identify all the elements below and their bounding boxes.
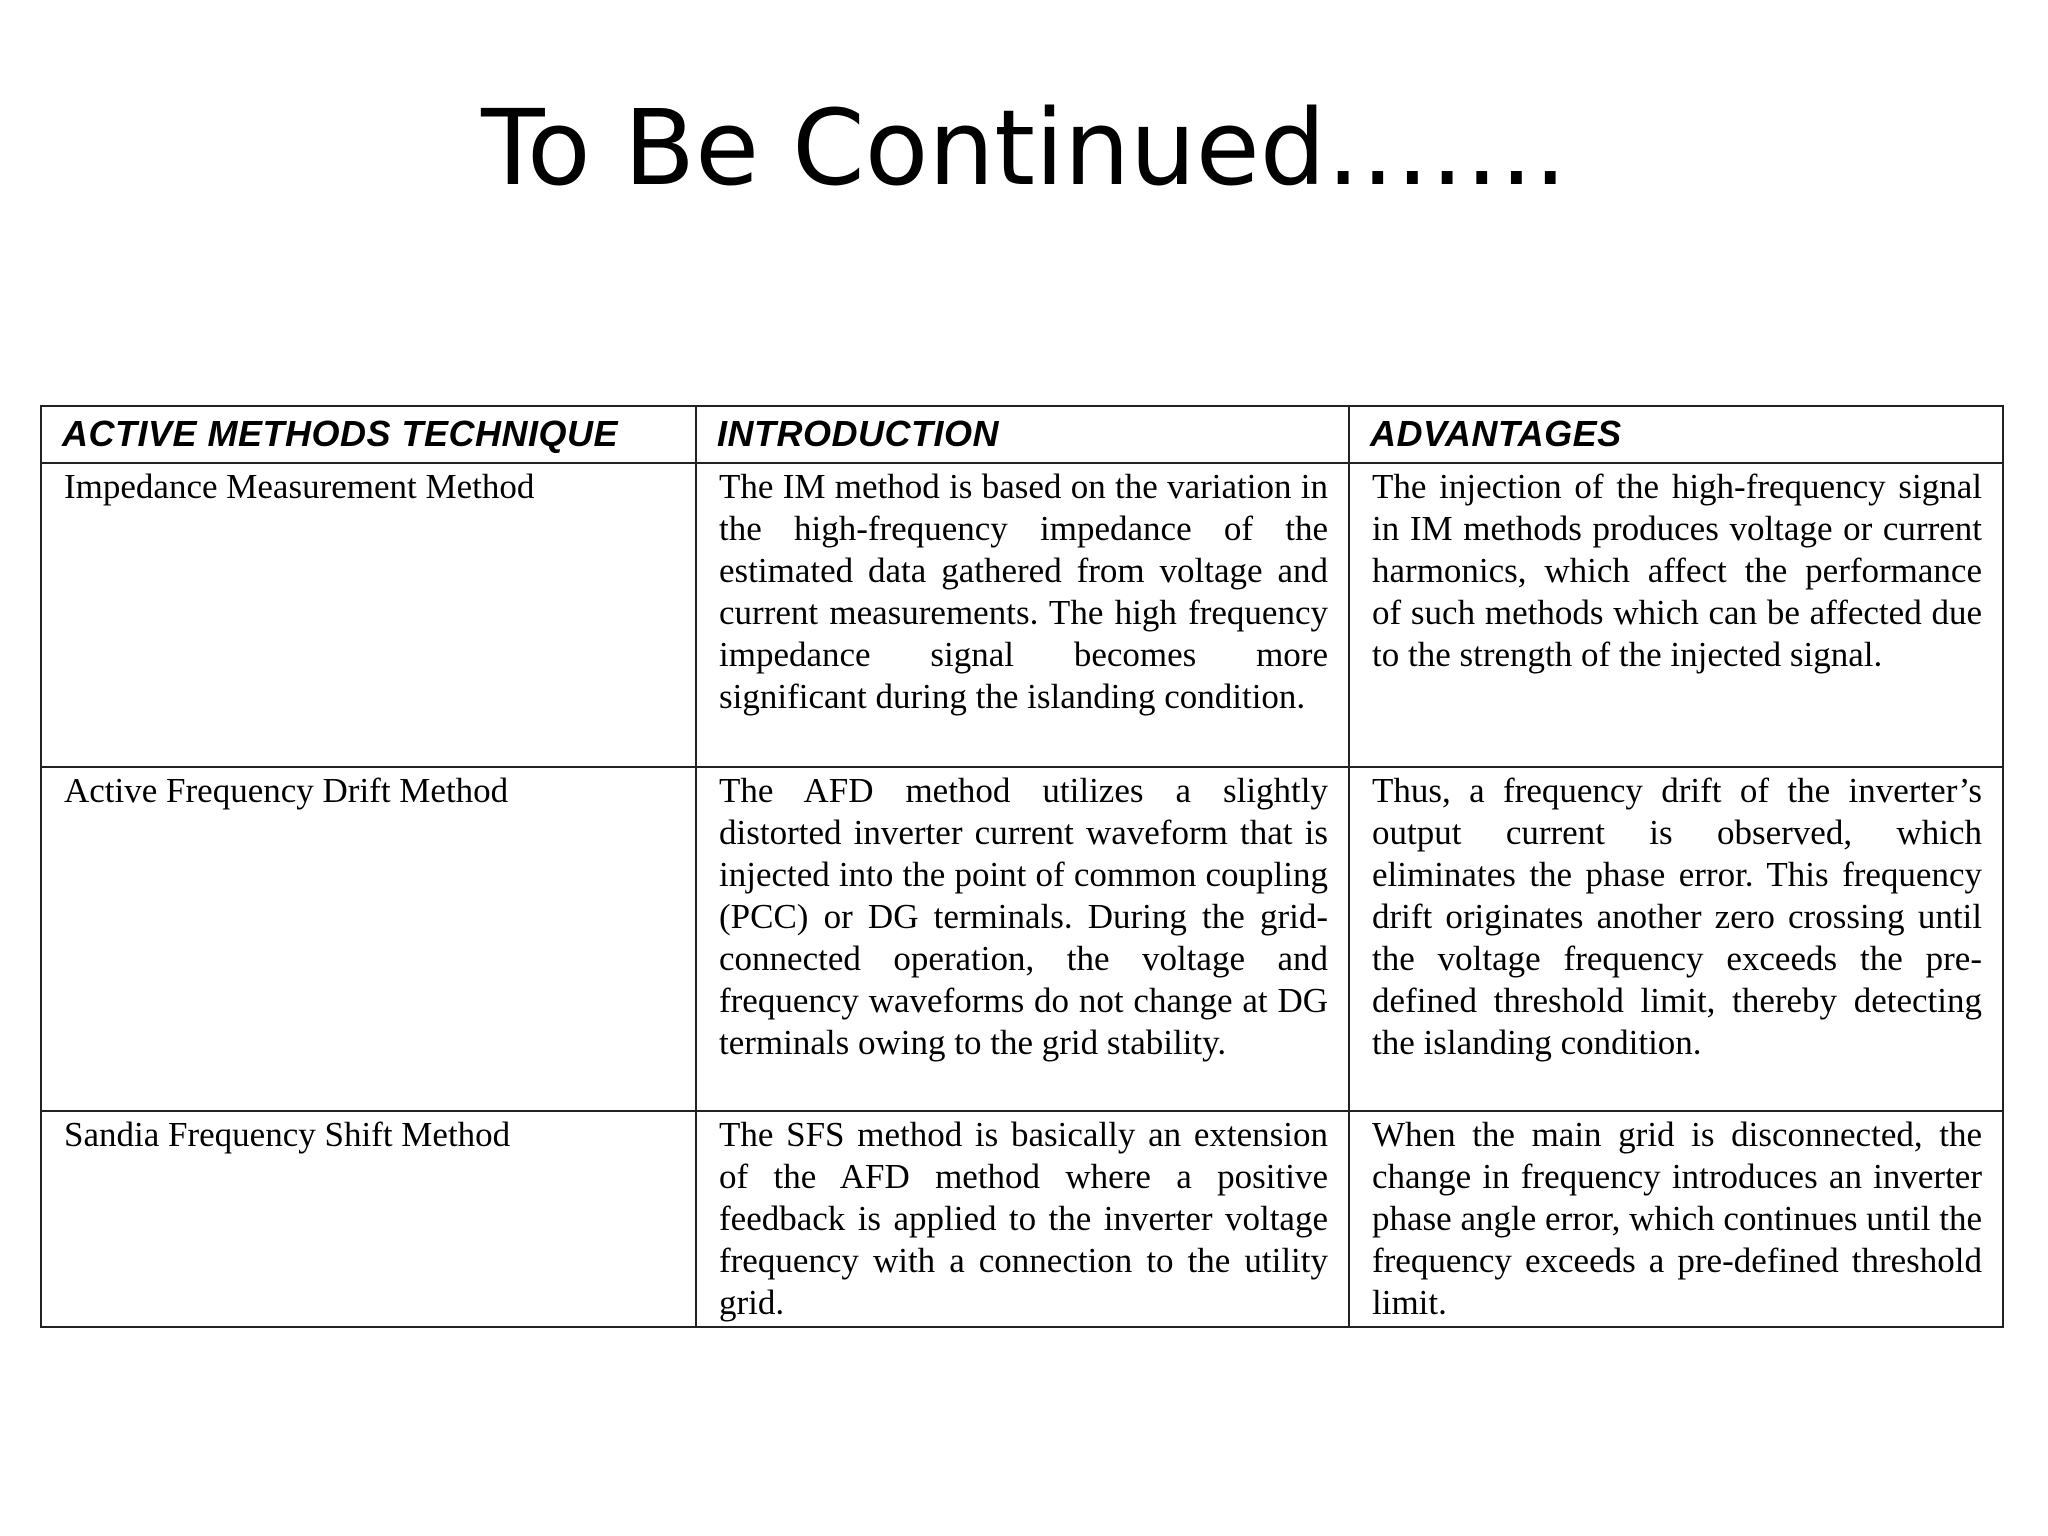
column-header-technique: ACTIVE METHODS TECHNIQUE [41,406,696,463]
table-header-row [41,406,2003,463]
introduction-cell: The AFD method utilizes a slightly distorted inverter current waveform that is injected into the point of common coupling (PCC) or DG terminals. During the grid-connected operation, the voltage and frequency waveforms do not change at DG terminals owing to the grid stability. [696,767,1349,1111]
introduction-cell: The SFS method is basically an extension of the AFD method where a positive feedback is applied to the inverter voltage frequency with a connection to the utility grid. [696,1111,1349,1327]
advantages-cell: Thus, a frequency drift of the inverter’s output current is observed, which eliminates the phase error. This frequency drift originates another zero crossing until the voltage frequency exceeds the pre-defined threshold limit, thereby detecting the islanding condition. [1349,767,2003,1111]
column-header-introduction: INTRODUCTION [696,406,1349,463]
method-name-cell: Active Frequency Drift Method [41,767,696,1111]
advantages-cell: The injection of the high-frequency signal in IM methods produces voltage or current harmonics, which affect the performance of such methods which can be affected due to the strength of the injected signal. [1349,463,2003,767]
table-row [41,1111,2003,1327]
column-header-advantages: ADVANTAGES [1349,406,2003,463]
active-methods-table [40,405,2004,1328]
method-name-cell: Sandia Frequency Shift Method [41,1111,696,1327]
method-name-cell: Impedance Measurement Method [41,463,696,767]
table-row [41,463,2003,767]
methods-table-container [40,405,2002,1328]
advantages-cell: When the main grid is disconnected, the change in frequency introduces an inverter phase angle error, which continues until the frequency exceeds a pre-defined threshold limit. [1349,1111,2003,1327]
slide-title: To Be Continued……. [481,87,1567,209]
table-row [41,767,2003,1111]
introduction-cell: The IM method is based on the variation in the high-frequency impedance of the estimated data gathered from voltage and current measurements. The high frequency impedance signal becomes more significant during the islanding condition. [696,463,1349,767]
